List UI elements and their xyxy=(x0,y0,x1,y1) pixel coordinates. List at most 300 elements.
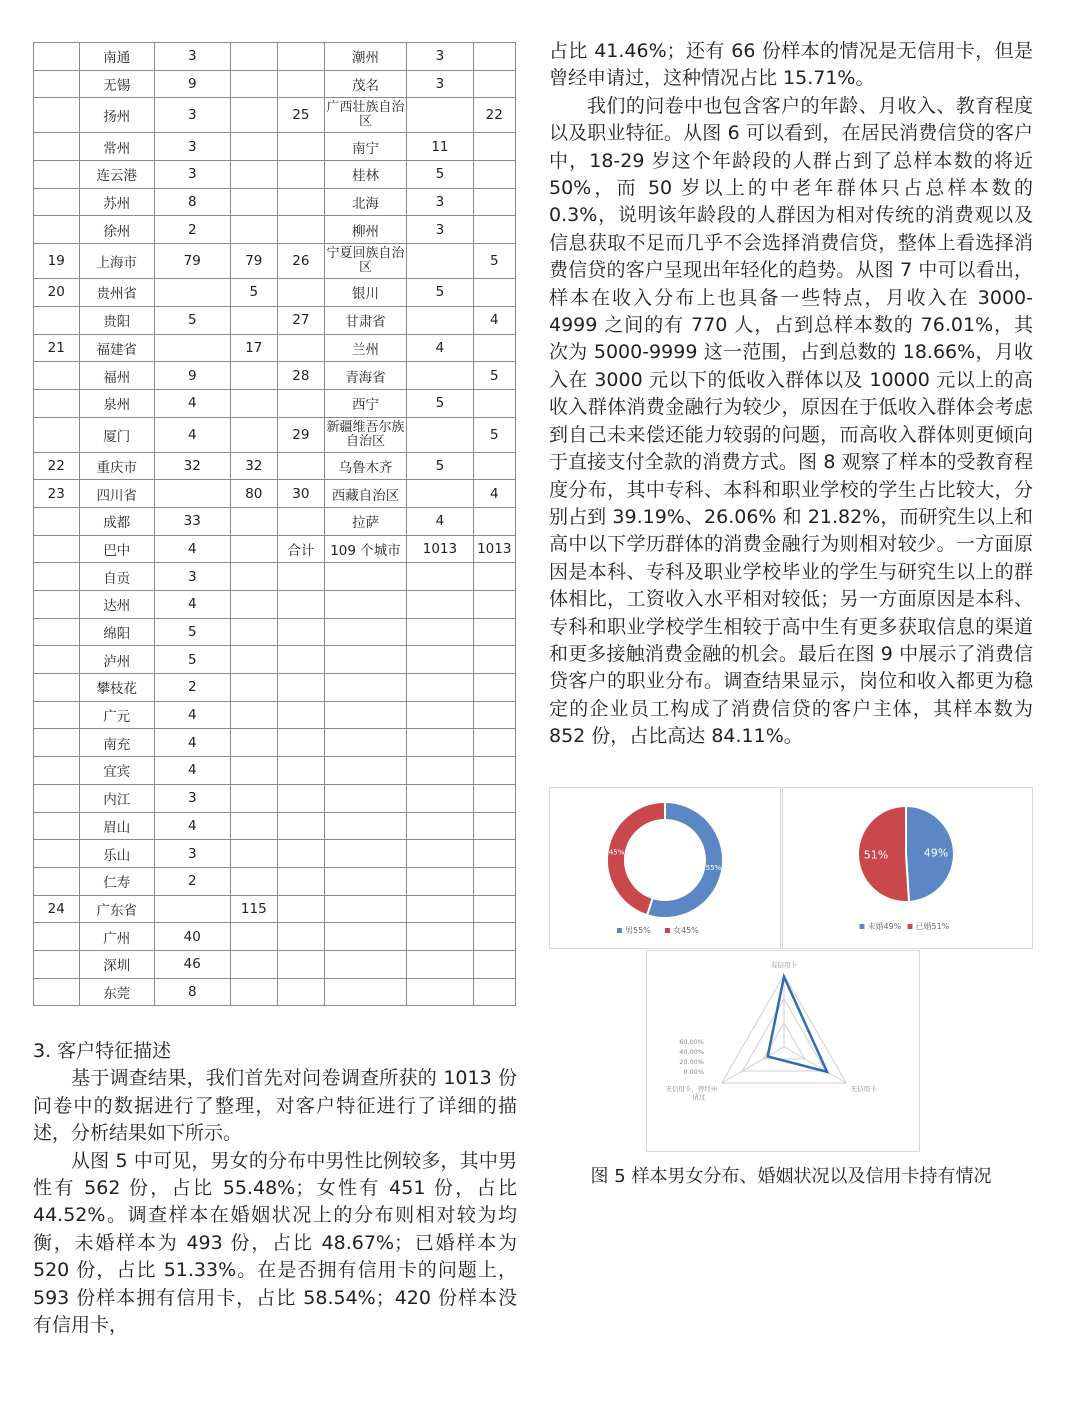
table-cell: 2 xyxy=(155,674,231,702)
table-row xyxy=(34,812,516,840)
paragraph: 从图 5 中可见，男女的分布中男性比例较多，其中男性有 562 份，占比 55.48%；女性有 451 份，占比 44.52%。调查样本在婚姻状况上的分布则相对较为均衡，未婚样本为 493 份，占比 48.67%；已婚样本为 520 份，占比 51.33%。在是否拥有信用卡的问题上，593 份样本拥有信用卡，占比 58.54%；420 份样本没有信用卡， xyxy=(33,1149,517,1337)
table-cell xyxy=(473,757,515,785)
table-cell xyxy=(407,701,473,729)
table-cell: 桂林 xyxy=(324,161,407,189)
table-row xyxy=(34,646,516,674)
table-cell: 5 xyxy=(407,279,473,307)
table-cell xyxy=(407,923,473,951)
table-cell: 3 xyxy=(407,43,473,71)
table-cell xyxy=(34,923,80,951)
table-cell xyxy=(34,133,80,161)
table-cell: 4 xyxy=(155,389,231,417)
table-cell: 30 xyxy=(278,480,325,508)
table-cell: 5 xyxy=(155,646,231,674)
table-cell xyxy=(473,563,515,591)
table-cell: 5 xyxy=(155,618,231,646)
table-cell xyxy=(278,784,325,812)
table-row xyxy=(34,389,516,417)
table-cell: 46 xyxy=(155,950,231,978)
table-cell xyxy=(34,216,80,244)
table-row xyxy=(34,840,516,868)
paragraph: 占比 41.46%；还有 66 份样本的情况是无信用卡，但是曾经申请过，这种情况占比 15.71%。 xyxy=(549,40,1033,90)
credit-card-radar-chart xyxy=(646,950,920,1152)
table-cell: 厦门 xyxy=(79,417,155,452)
table-cell xyxy=(473,784,515,812)
table-cell xyxy=(278,867,325,895)
table-cell xyxy=(324,591,407,619)
table-cell xyxy=(473,389,515,417)
table-cell: 5 xyxy=(407,161,473,189)
table-cell xyxy=(407,417,473,452)
table-cell xyxy=(230,362,278,390)
table-cell xyxy=(278,701,325,729)
table-cell xyxy=(230,784,278,812)
table-row xyxy=(34,98,516,133)
table-cell xyxy=(324,950,407,978)
table-cell: 79 xyxy=(230,244,278,279)
table-cell xyxy=(407,618,473,646)
table-cell xyxy=(34,535,80,563)
paragraph: 基于调查结果，我们首先对问卷调查所获的 1013 份问卷中的数据进行了整理，对客户特征进行了详细的描述，分析结果如下所示。 xyxy=(33,1067,517,1145)
table-cell xyxy=(34,362,80,390)
table-cell xyxy=(324,840,407,868)
table-cell xyxy=(278,43,325,71)
table-cell xyxy=(230,133,278,161)
table-cell xyxy=(34,729,80,757)
table-cell xyxy=(34,43,80,71)
table-cell: 26 xyxy=(278,244,325,279)
table-body xyxy=(34,43,516,1006)
table-cell: 贵阳 xyxy=(79,306,155,334)
table-cell: 3 xyxy=(407,216,473,244)
table-cell xyxy=(407,646,473,674)
table-cell: 南宁 xyxy=(324,133,407,161)
table-cell: 成都 xyxy=(79,507,155,535)
table-cell xyxy=(473,591,515,619)
gender-donut-chart xyxy=(549,787,781,949)
table-cell: 徐州 xyxy=(79,216,155,244)
table-cell xyxy=(278,646,325,674)
table-cell: 3 xyxy=(155,43,231,71)
table-cell: 上海市 xyxy=(79,244,155,279)
table-cell: 达州 xyxy=(79,591,155,619)
table-cell xyxy=(278,812,325,840)
table-cell: 4 xyxy=(407,334,473,362)
marital-pie-svg xyxy=(783,788,1032,948)
table-cell xyxy=(278,563,325,591)
table-cell: 3 xyxy=(155,161,231,189)
table-cell xyxy=(407,244,473,279)
table-cell xyxy=(155,334,231,362)
table-cell: 苏州 xyxy=(79,188,155,216)
table-cell: 32 xyxy=(230,452,278,480)
table-cell xyxy=(230,507,278,535)
table-cell: 潮州 xyxy=(324,43,407,71)
table-cell: 新疆维吾尔族自治区 xyxy=(324,417,407,452)
table-cell: 9 xyxy=(155,362,231,390)
table-cell: 4 xyxy=(155,417,231,452)
table-cell xyxy=(278,618,325,646)
table-row xyxy=(34,978,516,1006)
table-cell xyxy=(230,646,278,674)
table-cell xyxy=(230,306,278,334)
table-cell xyxy=(230,43,278,71)
table-cell xyxy=(278,895,325,923)
marital-slice-label-0: 49% xyxy=(923,846,949,860)
table-cell xyxy=(278,923,325,951)
table-cell xyxy=(473,133,515,161)
table-row xyxy=(34,306,516,334)
table-cell: 4 xyxy=(473,306,515,334)
table-cell: 4 xyxy=(155,812,231,840)
table-cell: 巴中 xyxy=(79,535,155,563)
table-cell xyxy=(473,923,515,951)
table-cell xyxy=(278,591,325,619)
gender-donut-svg xyxy=(550,788,780,948)
table-cell: 3 xyxy=(155,133,231,161)
table-cell xyxy=(278,279,325,307)
table-cell xyxy=(473,188,515,216)
table-cell: 4 xyxy=(155,591,231,619)
table-cell: 常州 xyxy=(79,133,155,161)
table-cell xyxy=(230,729,278,757)
table-cell xyxy=(278,452,325,480)
table-cell xyxy=(324,563,407,591)
table-cell: 4 xyxy=(155,729,231,757)
table-cell xyxy=(230,161,278,189)
table-cell xyxy=(324,729,407,757)
radar-axis-label-1: 无信用卡 xyxy=(850,1085,877,1093)
table-cell xyxy=(324,867,407,895)
table-cell: 南通 xyxy=(79,43,155,71)
table-cell: 重庆市 xyxy=(79,452,155,480)
radar-axis-label-2: 无信用卡，曾经申请过 xyxy=(665,1085,718,1101)
marital-legend-label-1: 已婚51% xyxy=(915,922,950,931)
table-cell: 3 xyxy=(155,784,231,812)
table-cell: 3 xyxy=(155,98,231,133)
table-cell xyxy=(230,923,278,951)
table-cell xyxy=(473,334,515,362)
table-cell: 80 xyxy=(230,480,278,508)
table-cell xyxy=(473,701,515,729)
donut-slice-label-1: 45% xyxy=(608,848,625,857)
marital-pie-chart xyxy=(782,787,1033,949)
table-cell xyxy=(473,43,515,71)
table-cell xyxy=(407,840,473,868)
table-cell xyxy=(230,867,278,895)
table-cell: 无锡 xyxy=(79,70,155,98)
table-cell: 3 xyxy=(407,188,473,216)
table-cell xyxy=(407,784,473,812)
table-cell xyxy=(473,618,515,646)
table-cell: 33 xyxy=(155,507,231,535)
table-cell xyxy=(407,978,473,1006)
table-cell: 1013 xyxy=(473,535,515,563)
table-row xyxy=(34,133,516,161)
table-cell xyxy=(407,867,473,895)
table-row xyxy=(34,480,516,508)
table-cell xyxy=(34,646,80,674)
table-cell xyxy=(324,757,407,785)
table-cell xyxy=(230,188,278,216)
table-cell: 4 xyxy=(155,701,231,729)
table-cell: 115 xyxy=(230,895,278,923)
table-cell xyxy=(230,591,278,619)
table-cell: 1013 xyxy=(407,535,473,563)
table-cell xyxy=(34,978,80,1006)
table-cell xyxy=(278,389,325,417)
table-cell: 3 xyxy=(155,563,231,591)
radar-tick-label: 60.00% xyxy=(679,1038,704,1046)
table-cell: 合计 xyxy=(278,535,325,563)
table-cell xyxy=(34,98,80,133)
table-cell xyxy=(473,216,515,244)
table-row xyxy=(34,923,516,951)
table-cell: 宁夏回族自治区 xyxy=(324,244,407,279)
table-cell: 连云港 xyxy=(79,161,155,189)
table-cell xyxy=(34,950,80,978)
table-cell xyxy=(324,784,407,812)
radar-tick-label: 0.00% xyxy=(683,1068,704,1076)
table-cell xyxy=(34,306,80,334)
left-column-text xyxy=(33,1038,517,1339)
table-cell: 攀枝花 xyxy=(79,674,155,702)
table-cell xyxy=(278,674,325,702)
table-cell xyxy=(473,452,515,480)
table-cell xyxy=(230,535,278,563)
table-row xyxy=(34,362,516,390)
table-cell xyxy=(473,840,515,868)
table-cell: 79 xyxy=(155,244,231,279)
table-cell: 11 xyxy=(407,133,473,161)
table-cell xyxy=(407,306,473,334)
table-cell xyxy=(324,618,407,646)
table-cell: 19 xyxy=(34,244,80,279)
table-row xyxy=(34,784,516,812)
table-cell: 24 xyxy=(34,895,80,923)
section-heading: 3. 客户特征描述 xyxy=(33,1040,172,1062)
table-cell xyxy=(230,978,278,1006)
table-cell: 32 xyxy=(155,452,231,480)
paragraph: 我们的问卷中也包含客户的年龄、月收入、教育程度以及职业特征。从图 6 可以看到，在居民消费信贷的客户中，18-29 岁这个年龄段的人群占到了总样本数的将近 50%，而 50 岁以上的中老年群体只占总样本数的 0.3%，说明该年龄段的人群因为相对传统的消费观以及信息获取不足而几乎不会选择消费信贷，整体上看选择消费信贷的客户呈现出年轻化的趋势。从图 7 中可以看出，样本在收入分布上也具备一些特点，月收入在 3000-4999 之间的有 770 人，占到总样本数的 76.01%，其次为 5000-9999 这一范围，占到总数的 18.66%，月收入在 3000 元以下的低收入群体以及 10000 元以上的高收入群体消费金融行为较少，原因在于低收入群体会考虑到自己未来偿还能力较弱的问题，而高收入群体则更倾向于直接支付全款的消费方式。图 8 观察了样本的受教育程度分布，其中专科、本科和职业学校的学生占比较大，分别占到 39.19%、26.06% 和 21.82%，而研究生以上和高中以下学历群体的消费金融行为则相对较少。一方面原因是本科、专科及职业学校毕业的学生与研究生以上的群体相比，工资收入水平相对较低；另一方面原因是本科、专科和职业学校学生相较于高中生有更多获取信息的渠道和更多接触消费金融的机会。最后在图 9 中展示了消费信贷客户的职业分布。调查结果显示，岗位和收入都更为稳定的企业员工构成了消费信贷的客户主体，其样本数为 852 份，占比高达 84.11%。 xyxy=(549,94,1033,748)
table-cell: 北海 xyxy=(324,188,407,216)
table-cell: 28 xyxy=(278,362,325,390)
table-cell xyxy=(34,784,80,812)
table-cell: 茂名 xyxy=(324,70,407,98)
table-cell xyxy=(155,480,231,508)
table-cell xyxy=(278,188,325,216)
table-cell: 柳州 xyxy=(324,216,407,244)
table-cell xyxy=(324,895,407,923)
table-cell: 2 xyxy=(155,216,231,244)
table-cell: 27 xyxy=(278,306,325,334)
donut-legend-label-0: 男55% xyxy=(625,926,651,935)
table-cell: 乌鲁木齐 xyxy=(324,452,407,480)
table-cell: 泸州 xyxy=(79,646,155,674)
table-cell: 深圳 xyxy=(79,950,155,978)
table-cell xyxy=(278,133,325,161)
table-cell xyxy=(473,950,515,978)
table-row xyxy=(34,563,516,591)
table-cell xyxy=(230,950,278,978)
radar-tick-label: 20.00% xyxy=(679,1058,704,1066)
table-cell xyxy=(34,674,80,702)
table-cell: 扬州 xyxy=(79,98,155,133)
table-cell xyxy=(473,507,515,535)
table-cell xyxy=(278,507,325,535)
table-row xyxy=(34,895,516,923)
table-cell xyxy=(230,618,278,646)
table-cell: 福建省 xyxy=(79,334,155,362)
table-cell xyxy=(473,978,515,1006)
table-cell: 5 xyxy=(407,389,473,417)
table-cell xyxy=(407,895,473,923)
table-row xyxy=(34,244,516,279)
table-cell: 拉萨 xyxy=(324,507,407,535)
table-cell: 8 xyxy=(155,188,231,216)
radar-tick-label: 40.00% xyxy=(679,1048,704,1056)
table-cell: 南充 xyxy=(79,729,155,757)
table-cell: 内江 xyxy=(79,784,155,812)
table-cell xyxy=(230,98,278,133)
table-cell xyxy=(278,161,325,189)
table-cell: 广东省 xyxy=(79,895,155,923)
table-cell: 东莞 xyxy=(79,978,155,1006)
table-row xyxy=(34,757,516,785)
table-cell xyxy=(473,812,515,840)
table-cell: 银川 xyxy=(324,279,407,307)
table-cell: 眉山 xyxy=(79,812,155,840)
table-cell: 宜宾 xyxy=(79,757,155,785)
table-cell xyxy=(34,563,80,591)
table-row xyxy=(34,591,516,619)
table-cell xyxy=(34,591,80,619)
city-sample-table xyxy=(33,42,516,1006)
table-cell xyxy=(407,812,473,840)
table-cell: 4 xyxy=(473,480,515,508)
table-cell: 9 xyxy=(155,70,231,98)
credit-card-radar-svg xyxy=(647,951,919,1151)
table-cell xyxy=(34,812,80,840)
table-cell: 贵州省 xyxy=(79,279,155,307)
table-cell xyxy=(473,867,515,895)
donut-slice-label-0: 55% xyxy=(705,863,722,872)
table-cell xyxy=(230,701,278,729)
table-cell xyxy=(230,840,278,868)
table-row xyxy=(34,618,516,646)
marital-legend-swatch-0 xyxy=(860,924,865,929)
table-cell xyxy=(278,978,325,1006)
table-cell: 福州 xyxy=(79,362,155,390)
table-cell xyxy=(34,701,80,729)
table-cell xyxy=(324,812,407,840)
table-cell xyxy=(230,757,278,785)
table-cell: 5 xyxy=(473,244,515,279)
table-cell xyxy=(407,563,473,591)
table-row xyxy=(34,701,516,729)
table-cell xyxy=(278,840,325,868)
table-cell xyxy=(230,216,278,244)
table-row xyxy=(34,279,516,307)
table-row xyxy=(34,334,516,362)
table-cell xyxy=(155,279,231,307)
table-cell xyxy=(324,923,407,951)
table-cell xyxy=(407,98,473,133)
table-cell xyxy=(473,161,515,189)
donut-legend-swatch-0 xyxy=(617,928,622,933)
table-cell: 40 xyxy=(155,923,231,951)
table-cell xyxy=(34,507,80,535)
table-cell: 广元 xyxy=(79,701,155,729)
table-cell xyxy=(34,188,80,216)
table-cell xyxy=(407,757,473,785)
table-cell: 仁寿 xyxy=(79,867,155,895)
table-cell: 20 xyxy=(34,279,80,307)
table-cell xyxy=(230,812,278,840)
table-row xyxy=(34,535,516,563)
table-cell xyxy=(230,389,278,417)
table-cell: 8 xyxy=(155,978,231,1006)
table-cell xyxy=(34,70,80,98)
table-cell xyxy=(278,216,325,244)
table-cell: 自贡 xyxy=(79,563,155,591)
table-row xyxy=(34,729,516,757)
table-cell xyxy=(230,417,278,452)
table-cell xyxy=(407,674,473,702)
table-cell: 2 xyxy=(155,867,231,895)
table-cell xyxy=(473,729,515,757)
table-cell: 22 xyxy=(473,98,515,133)
table-cell: 5 xyxy=(473,417,515,452)
table-cell: 西藏自治区 xyxy=(324,480,407,508)
right-column-text xyxy=(549,38,1033,751)
table-row xyxy=(34,950,516,978)
table-cell: 4 xyxy=(155,535,231,563)
table-cell: 109 个城市 xyxy=(324,535,407,563)
table-cell: 四川省 xyxy=(79,480,155,508)
table-cell xyxy=(278,70,325,98)
table-cell: 乐山 xyxy=(79,840,155,868)
table-cell xyxy=(34,417,80,452)
table-cell xyxy=(324,701,407,729)
table-cell xyxy=(407,950,473,978)
table-cell xyxy=(473,895,515,923)
table-cell: 4 xyxy=(155,757,231,785)
table-cell: 17 xyxy=(230,334,278,362)
table-cell: 兰州 xyxy=(324,334,407,362)
table-cell xyxy=(407,591,473,619)
table-cell: 5 xyxy=(473,362,515,390)
table-cell xyxy=(230,563,278,591)
table-cell: 甘肃省 xyxy=(324,306,407,334)
table-cell: 3 xyxy=(407,70,473,98)
marital-legend-swatch-1 xyxy=(908,924,913,929)
table-row xyxy=(34,43,516,71)
table-cell xyxy=(324,674,407,702)
table-cell: 绵阳 xyxy=(79,618,155,646)
table-cell xyxy=(473,70,515,98)
table-cell: 5 xyxy=(230,279,278,307)
table-cell xyxy=(230,674,278,702)
table-cell xyxy=(324,978,407,1006)
table-cell xyxy=(407,729,473,757)
table-cell xyxy=(407,362,473,390)
table-cell: 5 xyxy=(155,306,231,334)
table-cell xyxy=(278,950,325,978)
table-cell: 广州 xyxy=(79,923,155,951)
table-cell: 22 xyxy=(34,452,80,480)
table-cell: 29 xyxy=(278,417,325,452)
